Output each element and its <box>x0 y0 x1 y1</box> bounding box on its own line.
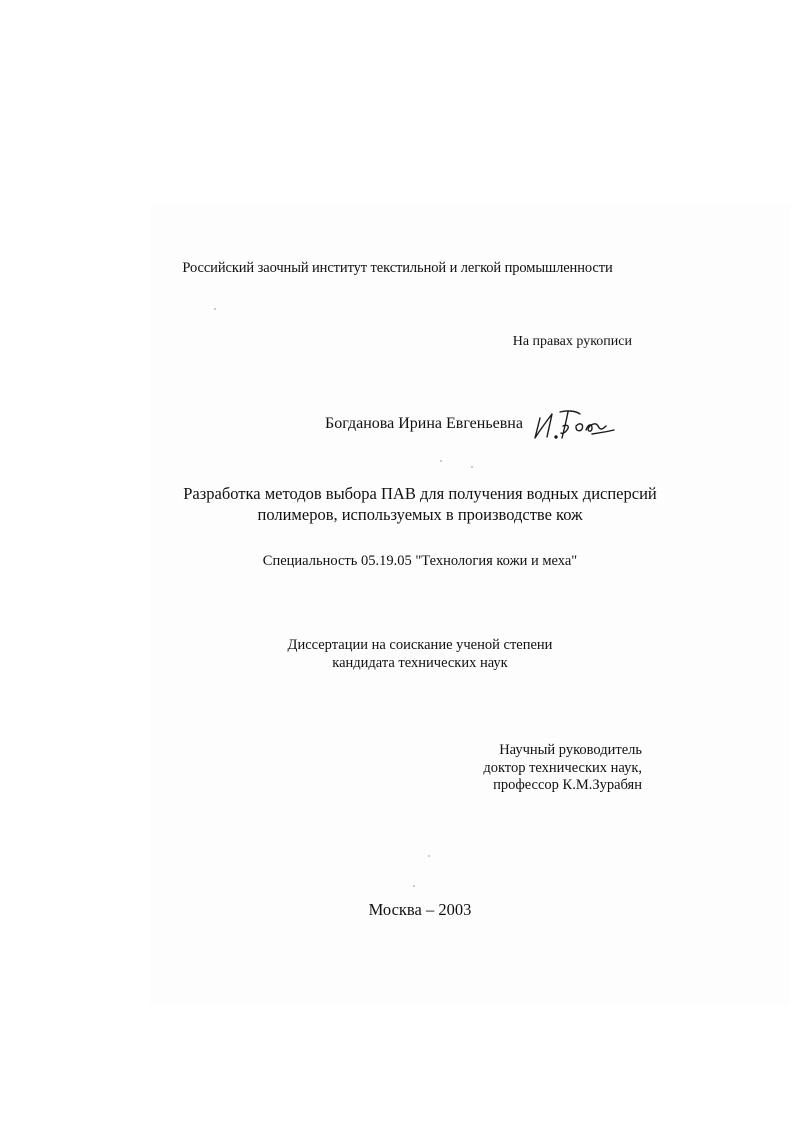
scan-speck <box>428 855 430 857</box>
degree-line-1: Диссертации на соискание ученой степени <box>287 637 553 653</box>
degree-line-2: кандидата технических наук <box>332 655 508 671</box>
scan-speck <box>471 466 473 468</box>
institute-name: Российский заочный институт текстильной и легкой промышленности <box>182 260 613 276</box>
scanned-sheet <box>150 205 790 1005</box>
scan-speck <box>440 460 442 462</box>
author-name: Богданова Ирина Евгеньевна <box>325 415 523 432</box>
dissertation-title <box>0 483 795 525</box>
title-line-1: Разработка методов выбора ПАВ для получения водных дисперсий <box>183 484 657 503</box>
supervisor-block <box>483 742 642 795</box>
author-signature <box>532 404 618 444</box>
manuscript-rights-note: На правах рукописи <box>512 334 632 349</box>
title-line-2: полимеров, используемых в производстве кож <box>257 505 583 524</box>
scan-speck <box>413 885 415 887</box>
specialty: Специальность 05.19.05 "Технология кожи и меха" <box>262 553 578 569</box>
degree-statement <box>0 636 795 672</box>
scan-speck <box>214 308 216 310</box>
city-year: Москва – 2003 <box>368 900 472 919</box>
supervisor-line-3: профессор К.М.Зурабян <box>493 777 642 793</box>
supervisor-line-2: доктор технических наук, <box>483 759 642 776</box>
supervisor-line-1: Научный руководитель <box>499 742 642 758</box>
